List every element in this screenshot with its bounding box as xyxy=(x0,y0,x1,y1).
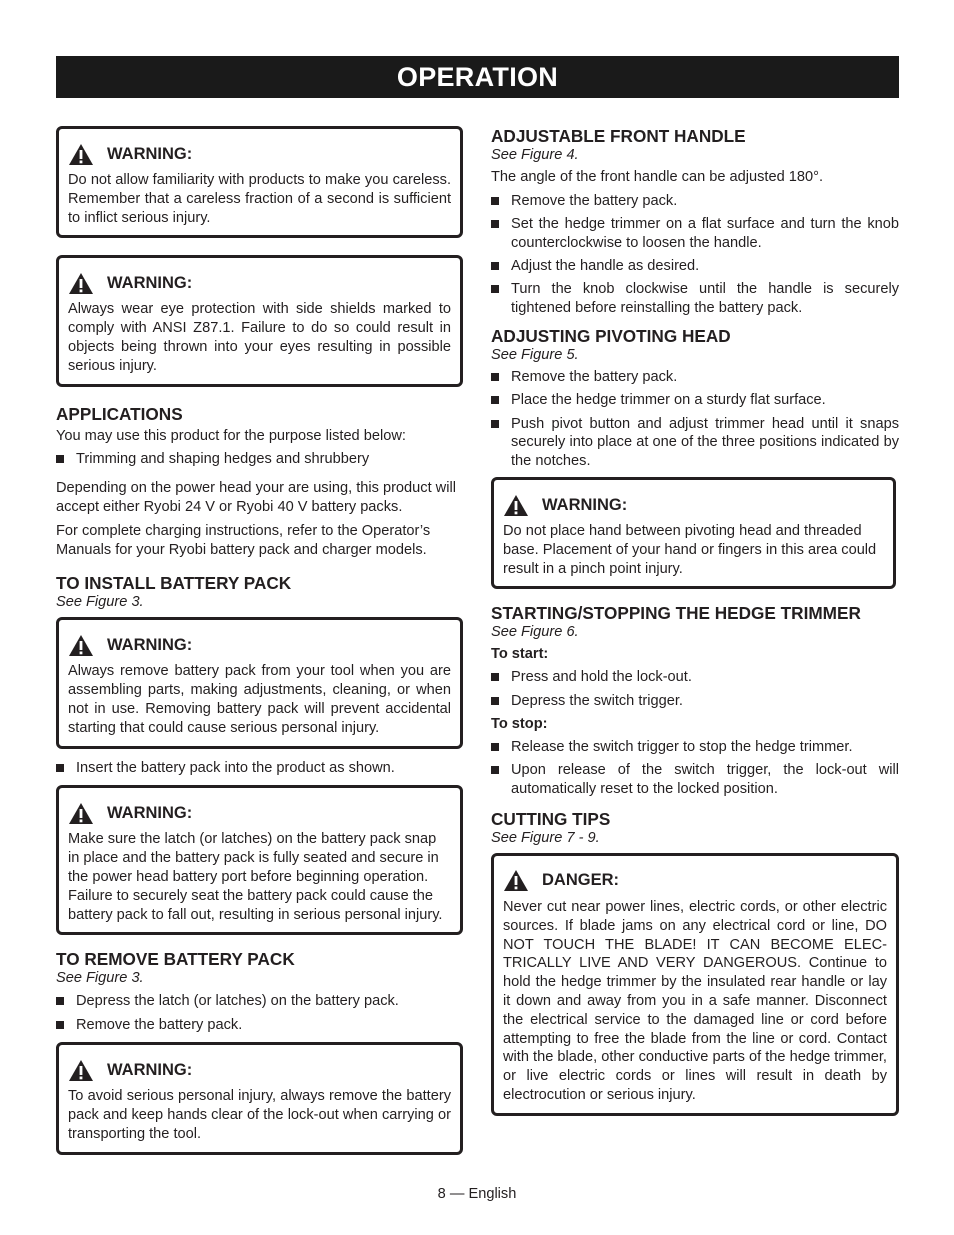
warning-triangle-icon xyxy=(503,869,529,892)
list-item: Remove the battery pack. xyxy=(491,368,899,387)
remove-list xyxy=(56,992,463,1034)
warning-triangle-icon xyxy=(68,1059,94,1082)
list-item: Remove the battery pack. xyxy=(56,1016,463,1035)
list-item: Adjust the handle as desired. xyxy=(491,257,899,276)
warning-title: WARNING: xyxy=(107,273,193,292)
list-item: Depress the latch (or latches) on the battery pack. xyxy=(56,992,463,1011)
bullet-square-icon xyxy=(491,743,499,751)
warning-text: Do not place hand between pivoting head and threaded base. Placement of your hand or fingers in this area could result in a pinch point injury. xyxy=(503,523,877,577)
bullet-square-icon xyxy=(491,197,499,205)
list-item: Place the hedge trimmer on a sturdy flat surface. xyxy=(491,391,899,410)
bullet-square-icon xyxy=(491,262,499,270)
section-heading-cutting-tips: CUTTING TIPS xyxy=(491,808,611,829)
list-item: Upon release of the switch trigger, the lock-out will automatically reset to the locked position. xyxy=(491,761,899,799)
section-heading-front-handle: ADJUSTABLE FRONT HANDLE xyxy=(491,126,746,146)
section-heading-pivot-head: ADJUSTING PIVOTING HEAD xyxy=(491,326,731,347)
left-column xyxy=(56,126,463,1172)
warning-text: Make sure the latch (or latches) on the battery pack snap in place and the battery pack is fully seated and secure in the power head battery port before beginning operation. Failure to securely seat the battery pack could cause the battery pack to fall out, resulting in serious personal injury. xyxy=(68,831,443,923)
bullet-square-icon xyxy=(491,220,499,228)
warning-text: To avoid serious personal injury, always remove the battery pack and keep hands clear of the lock-out when carrying or transporting the tool. xyxy=(68,1088,451,1143)
pivot-head-list xyxy=(491,368,899,471)
applications-list xyxy=(56,450,463,469)
start-label: To start: xyxy=(491,646,549,663)
section-heading-remove: TO REMOVE BATTERY PACK xyxy=(56,949,295,970)
danger-title: DANGER: xyxy=(542,871,619,890)
danger-text: Never cut near power lines, electric cords, or other electric sources. If blade jams on any electrical cord or line, DO NOT TOUCH THE BLADE! IT CAN BECOME ELECTRICALLY LIVE AND VERY DANGEROUS. Continue to hold the hedge trimmer by the insulated rear handle or lay it down and away from you in a safe manner. Disconnect the electrical service to the damaged line or cord before attempting to free the blade from the line or cord. Contact with the blade, other conductive parts of the hedge trimmer, or live electric cords or lines will result in death by electrocution or serious injury. xyxy=(503,898,887,1103)
section-heading-start-stop: STARTING/STOPPING THE HEDGE TRIMMER xyxy=(491,603,861,624)
section-heading-applications: APPLICATIONS xyxy=(56,403,183,424)
warning-title: WARNING: xyxy=(107,1060,193,1079)
bullet-square-icon xyxy=(491,697,499,705)
list-item: Release the switch trigger to stop the hedge trimmer. xyxy=(491,738,899,757)
warning-triangle-icon xyxy=(503,494,529,517)
start-list xyxy=(491,668,899,710)
applications-paragraph: Depending on the power head your are using, this product will accept either Ryobi 24 V or Ryobi 40 V battery packs. xyxy=(56,480,456,515)
stop-list xyxy=(491,738,899,799)
front-handle-list xyxy=(491,192,899,318)
list-item: Depress the switch trigger. xyxy=(491,692,899,711)
warning-triangle-icon xyxy=(68,272,94,295)
page-footer: 8 — English xyxy=(437,1186,517,1202)
figure-reference: See Figure 3. xyxy=(56,594,144,611)
warning-box-pinch xyxy=(491,477,896,589)
figure-reference: See Figure 5. xyxy=(491,347,579,364)
danger-box-power-lines xyxy=(491,853,899,1116)
bullet-square-icon xyxy=(491,285,499,293)
list-item: Trimming and shaping hedges and shrubbery xyxy=(56,450,463,469)
bullet-square-icon xyxy=(491,673,499,681)
section-heading-install: TO INSTALL BATTERY PACK xyxy=(56,573,292,594)
warning-box-familiarity xyxy=(56,126,463,238)
list-item: Push pivot button and adjust trimmer head until it snaps securely into place at one of the three positions indicated by the notches. xyxy=(491,415,899,471)
right-column xyxy=(491,126,899,1133)
warning-triangle-icon xyxy=(68,802,94,825)
front-handle-intro: The angle of the front handle can be adjusted 180°. xyxy=(491,169,824,185)
bullet-square-icon xyxy=(491,396,499,404)
warning-text: Do not allow familiarity with products to make you careless. Remember that a careless fraction of a second is sufficient to inflict serious injury. xyxy=(68,172,451,226)
list-item: Remove the battery pack. xyxy=(491,192,899,211)
bullet-square-icon xyxy=(491,766,499,774)
page-title: OPERATION xyxy=(56,56,899,98)
bullet-square-icon xyxy=(491,373,499,381)
warning-box-eye-protection xyxy=(56,255,463,386)
bullet-square-icon xyxy=(491,420,499,428)
warning-title: WARNING: xyxy=(107,635,193,654)
figure-reference: See Figure 7 - 9. xyxy=(491,829,600,846)
bullet-square-icon xyxy=(56,1021,64,1029)
stop-label: To stop: xyxy=(491,716,548,733)
bullet-square-icon xyxy=(56,764,64,772)
list-item: Press and hold the lock-out. xyxy=(491,668,899,687)
warning-box-latch xyxy=(56,785,463,935)
warning-title: WARNING: xyxy=(542,495,628,514)
install-list xyxy=(56,759,463,778)
list-item: Turn the knob clockwise until the handle is securely tightened before reinstalling the battery pack. xyxy=(491,280,899,318)
warning-triangle-icon xyxy=(68,143,94,166)
warning-title: WARNING: xyxy=(107,803,193,822)
bullet-square-icon xyxy=(56,997,64,1005)
bullet-square-icon xyxy=(56,455,64,463)
warning-text: Always wear eye protection with side shields marked to comply with ANSI Z87.1. Failure to do so could result in objects being thrown into your eyes resulting in possible serious injury. xyxy=(68,301,451,374)
figure-reference: See Figure 6. xyxy=(491,624,579,641)
warning-box-remove-battery xyxy=(56,617,463,748)
warning-text: Always remove battery pack from your tool when you are assembling parts, making adjustments, cleaning, or when not in use. Removing battery pack will prevent accidental starting that could cause serious personal injury. xyxy=(68,663,451,736)
list-item: Insert the battery pack into the product as shown. xyxy=(56,759,463,778)
warning-triangle-icon xyxy=(68,634,94,657)
applications-intro: You may use this product for the purpose listed below: xyxy=(56,427,406,444)
figure-reference: See Figure 4. xyxy=(491,147,579,163)
warning-box-transport xyxy=(56,1042,463,1154)
figure-reference: See Figure 3. xyxy=(56,970,144,987)
warning-title: WARNING: xyxy=(107,144,193,163)
list-item: Set the hedge trimmer on a flat surface and turn the knob counterclockwise to loosen the handle. xyxy=(491,215,899,253)
applications-paragraph: For complete charging instructions, refer to the Operator’s Manuals for your Ryobi battery pack and charger models. xyxy=(56,522,431,558)
